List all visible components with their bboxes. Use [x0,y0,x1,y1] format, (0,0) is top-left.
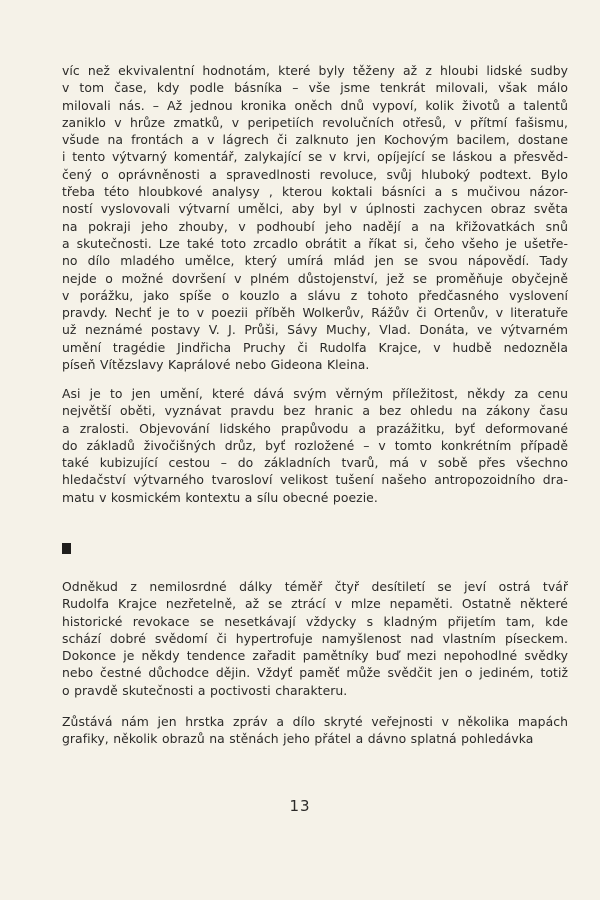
text-line: historické revokace se nesetkávají vždycky s kladným přijetím tam, kde [62,613,568,629]
text-line: o pravdě skutečnosti a poctivosti charakteru. [62,682,348,698]
text-line: v tom čase, kdy podle básníka – vše jsme tenkrát milovali, však málo [62,80,568,96]
text-line: schází dobré svědomí či hypertrofuje namyšlenost nad vlastním píseckem. [62,630,568,646]
text-line: grafiky, několik obrazů na stěnách jeho přátel a dávno splatná pohledávka [62,731,534,747]
text-line: píseň Vítězslavy Kaprálové nebo Gideona Kleina. [62,357,370,373]
text-line: Dokonce je někdy tendence zařadit pamětníky buď mezi nepohodlné svědky [62,648,568,664]
text-line: ností vyslovovali výtvarní umělci, aby byl v úplnosti zachycen obraz světa [62,201,568,217]
text-line: umění tragédie Jindřicha Pruchy či Rudolfa Krajce, v hudbě nedozněla [62,339,568,355]
text-line: v porážku, jako spíše o kouzlo a slávu z tohoto předčasného vyslovení [62,287,568,303]
text-line: už neznámé postavy V. J. Průši, Sávy Muchy, Vlad. Donáta, ve výtvarném [62,322,568,338]
text-line: a zralosti. Objevování lidského prapůvodu a prazážitku, byť deformované [62,420,568,436]
paragraph-2 [62,385,568,506]
text-line: matu v kosmickém kontextu a sílu obecné poezie. [62,489,378,505]
text-line: i tento výtvarný komentář, zalykající se v krvi, opíjející se láskou a přesvěd- [62,149,568,165]
text-line: víc než ekvivalentní hodnotám, které byly těženy až z hloubi lidské sudby [62,63,568,78]
text-line: třeba této hloubkové analysy , kterou koktali básníci a s mučivou názor- [62,184,568,200]
page-number: 13 [289,797,311,815]
text-line: a skutečnosti. Lze také toto zrcadlo obrátit a říkat si, čeho všeho je ušetře- [62,235,568,251]
text-line: Zůstává nám jen hrstka zpráv a dílo skryté veřejnosti v několika mapách [62,714,568,729]
text-line: do základů živočišných drůz, byť rozložené – v tomto konkrétním případě [62,437,568,453]
text-line: nebo čestné důchodce dějin. Vždyť paměť může svědčit jen o jediném, totiž [62,665,568,681]
section-break-square-icon [62,543,71,554]
text-line: nejde o možné dovršení v plném důstojenství, jež se proměňuje obyčejně [62,270,568,286]
text-line: Odněkud z nemilosrdné dálky téměř čtyř desítiletí se jeví ostrá tvář [62,579,568,594]
text-line: milovali nás. – Až jednou kronika oněch dnů vypoví, kolik životů a talentů [62,97,568,113]
paragraph-4 [62,713,568,748]
paragraph-3 [62,578,568,699]
text-line: všude na frontách a v lágrech či zalknuto jen Kochovým bacilem, dostane [62,132,568,148]
text-line: hledačství výtvarného tvarosloví velikost tušení našeho antropozoidního dra- [62,472,568,488]
text-line: no dílo mladého umělce, který umírá mlád jen se svou nápovědí. Tady [62,253,568,269]
text-line: zaniklo v hrůze zmatků, v peripetiích revolučních otřesů, v přítmí fašismu, [62,114,568,130]
paragraph-1 [62,62,568,373]
text-line: také kubizující cestou – do základních tvarů, má v sobě přes všechno [62,455,568,471]
text-line: čený o oprávněnosti a spravedlnosti revoluce, svůj hluboký podtext. Bylo [62,166,568,182]
text-line: na pokraji jeho zhouby, v podhoubí jeho nadějí a na křižovatkách snů [62,218,568,234]
text-line: Rudolfa Krajce nezřetelně, až se ztrácí v mlze nepaměti. Ostatně některé [62,596,568,612]
text-line: největší oběti, vyznávat pravdu bez hranic a bez ohledu na zákony času [62,403,568,419]
text-line: Asi je to jen umění, které dává svým věrným příležitost, někdy za cenu [62,386,568,401]
text-line: pravdy. Nechť je to v poezii příběh Wolkerův, Rážův či Ortenův, v literatuře [62,305,568,321]
